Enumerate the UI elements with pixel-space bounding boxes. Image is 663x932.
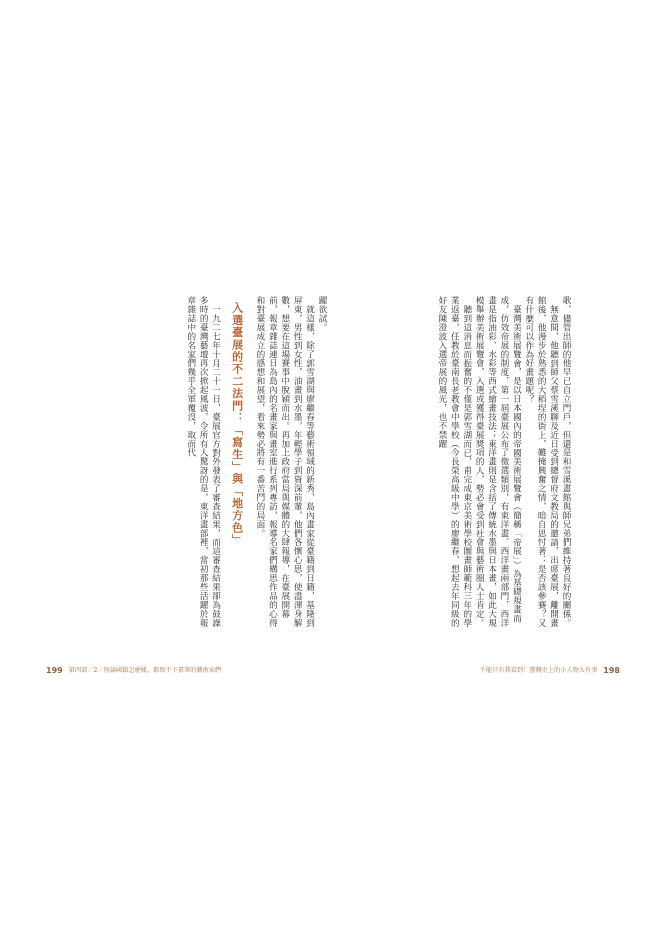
paragraph: 就這樣，除了郭雪湖與廖繼春等藝術領域的新秀，島內畫家從臺籍到日籍，基隆到屏東，男性到女性，油畫到水墨，年輕學子到資深前輩，他們各懷心思，使盡渾身解數，想要在這場賽事中脫穎而出。再加上政府當局與媒體的大肆報導，在臺展開幕前，報章雜誌連日為島內的名畫家與畫室進行系列專訪，報導名家們構思作品的心得和對臺展成立的感想和展望，看來勢必將有一番苦鬥的局面。 [254,296,315,628]
paragraph: 無意間，他聽到師父蔡雪溪聊及近日受到總督府文教局的邀請，出席臺展，離開畫館後，他漫步於熟悉的大稻埕的街上，難掩興奮之情，暗自思忖著：是否該參賽？又有什麼可以作為好畫題呢？ [523,296,559,628]
right-page-footer [400,664,620,678]
paragraph: 躍欲試。 [317,296,327,332]
page-gutter [331,296,332,676]
page-number: 198 [603,666,620,675]
page-number: 199 [46,666,63,675]
right-page-body [372,296,572,628]
running-footer-text: 不能只有我看到！臺灣史上的小人物大有事 [479,667,598,674]
paragraph: 臺灣美術展覽會，是以日本國內的帝國美術展覽會（簡稱「帝展」）為基礎規畫而成，仿效帝展的制度，第一屆臺展公布了徵選類別，有東洋畫、西洋畫兩部門，西洋畫是指油彩、水彩等西式繪畫技法；東洋畫則是含括了傳統水墨與日本畫，如此大規模舉辦美術展覽會，入選或獲得臺展獎項的人，勢必會受到社會與藝術圈人士肯定。 [474,296,522,628]
left-page-footer [46,664,296,678]
section-heading: 入選臺展的不二法門：「寫生」與「地方色」 [230,302,244,546]
running-footer-text: 第四部／2／無論國籍怎麼樣，都寫不下畫筆的藝術家們 [68,667,222,674]
paragraph: 一九二七年十月二十一日，臺展官方對外發表了審查結果，而這審查結果卻為鼓譟多時的臺灣藝壇再次掀起風波，令所有人驚訝的是，東洋畫部裡，當初那些活躍於報章雜誌中的名家們幾乎全軍覆沒，取而代 [185,296,221,628]
paragraph: 歌，儘管出師的他早已自立門戶，但還是和雪溪畫館與師兄弟們維持著良好的關係。 [561,296,571,628]
paragraph: 聽到這消息而振奮的不僅是郭雪湖而已，甫完成東京美術學校圖畫師範科三年的學業返臺，任教於臺南長老教會中學校（今長榮高級中學）的廖繼春，想起去年同級的好友陳澄波入選帝展的風光，也不禁躍 [436,296,472,628]
left-page-body [88,296,328,628]
